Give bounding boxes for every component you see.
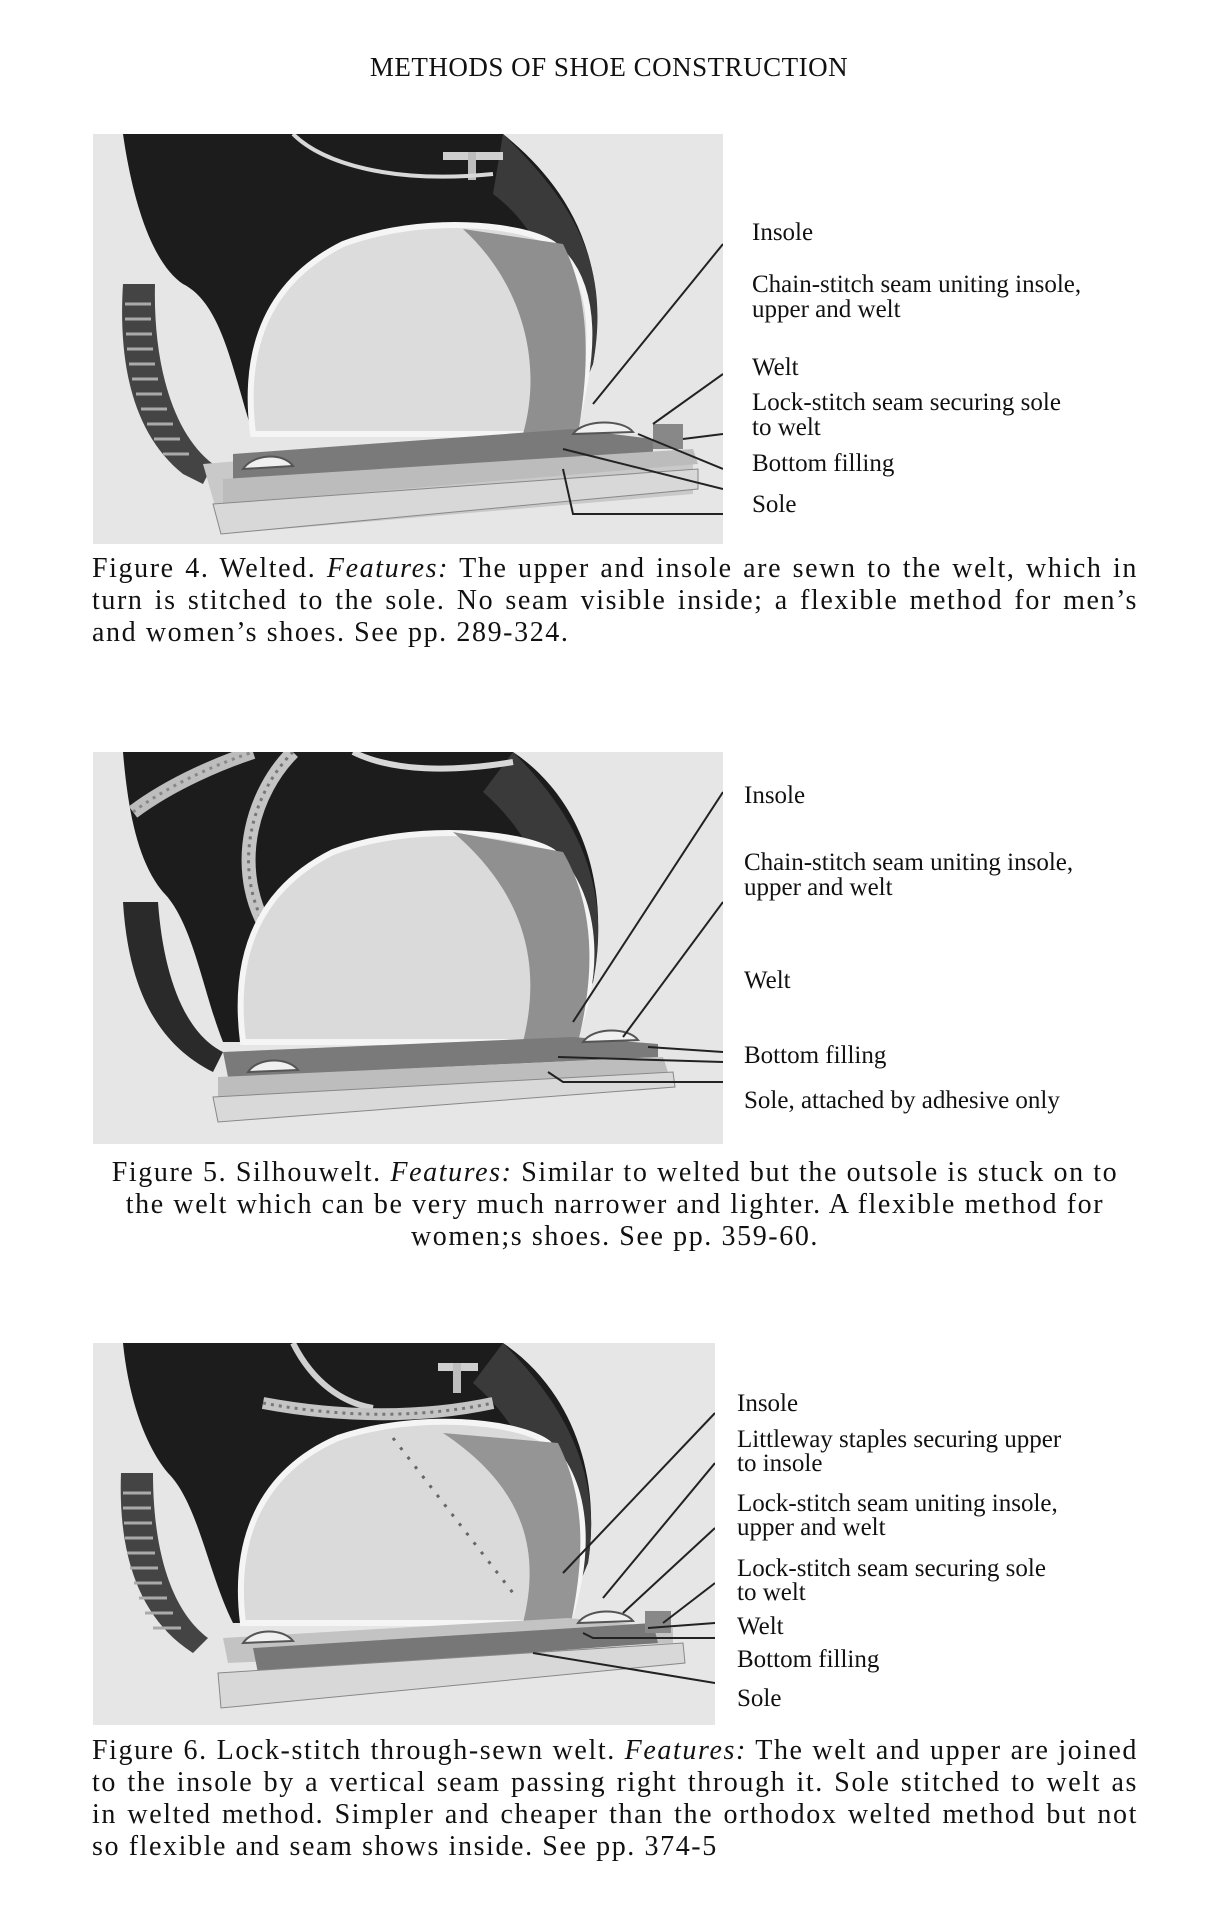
label-lock-stitch-seam-securing: Lock-stitch seam securing sole	[737, 1555, 1046, 1582]
label-sole: Sole	[752, 491, 797, 518]
caption-body: The welt and upper are joined to the insole by a vertical seam passing right through it. Sole stitched to welt as in welted method. Simpler and cheaper than the orthodox welted method but not so flexible and seam shows inside. See pp. 374-5	[92, 1735, 1138, 1862]
label-littleway-staples: Littleway staples securing upper	[737, 1426, 1062, 1453]
figure-6-caption	[92, 1735, 1138, 1863]
shoe-cross-section-illustration	[93, 134, 723, 544]
label-chain-stitch-seam: Chain-stitch seam uniting insole,	[744, 849, 1074, 876]
caption-prefix: Figure 6. Lock-stitch through-sewn welt.	[92, 1735, 625, 1766]
caption-prefix: Figure 5. Silhouwelt.	[111, 1157, 391, 1188]
label-bottom-filling: Bottom filling	[744, 1042, 887, 1069]
label-lock-stitch-seam-securing-cont: to welt	[737, 1579, 806, 1606]
label-chain-stitch-seam-cont: upper and welt	[752, 296, 901, 323]
label-sole: Sole	[737, 1685, 782, 1712]
caption-features: Features:	[624, 1735, 747, 1766]
label-welt: Welt	[752, 354, 799, 381]
label-bottom-filling: Bottom filling	[737, 1646, 880, 1673]
shoe-cross-section-illustration	[93, 1343, 715, 1725]
shoe-cross-section-illustration	[93, 752, 723, 1144]
caption-body: Similar to welted but the outsole is stuck on to the welt which can be very much narrower and lighter. A flexible method for women;s shoes. See pp. 359-60.	[125, 1157, 1119, 1252]
caption-body: The upper and insole are sewn to the welt, which in turn is stitched to the sole. No seam visible inside; a flexible method for men’s and women’s shoes. See pp. 289-324.	[92, 553, 1139, 648]
label-lock-stitch-seam-uniting-cont: upper and welt	[737, 1514, 886, 1541]
label-welt: Welt	[737, 1613, 784, 1640]
label-lock-stitch-seam-cont: to welt	[752, 414, 821, 441]
label-sole-adhesive: Sole, attached by adhesive only	[744, 1087, 1060, 1114]
label-welt: Welt	[744, 967, 791, 994]
figure-4-caption	[92, 553, 1138, 649]
page-title: METHODS OF SHOE CONSTRUCTION	[369, 52, 849, 82]
label-bottom-filling: Bottom filling	[752, 450, 895, 477]
figure-5-caption	[92, 1157, 1138, 1253]
caption-prefix: Figure 4. Welted.	[92, 553, 327, 584]
label-lock-stitch-seam-uniting: Lock-stitch seam uniting insole,	[737, 1490, 1058, 1517]
label-insole: Insole	[744, 782, 806, 809]
caption-features: Features:	[326, 553, 450, 584]
label-insole: Insole	[752, 219, 814, 246]
label-lock-stitch-seam: Lock-stitch seam securing sole	[752, 389, 1061, 416]
label-chain-stitch-seam: Chain-stitch seam uniting insole,	[752, 271, 1082, 298]
label-littleway-staples-cont: to insole	[737, 1450, 823, 1477]
label-chain-stitch-seam-cont: upper and welt	[744, 874, 893, 901]
caption-features: Features:	[390, 1157, 513, 1188]
label-insole: Insole	[737, 1390, 799, 1417]
